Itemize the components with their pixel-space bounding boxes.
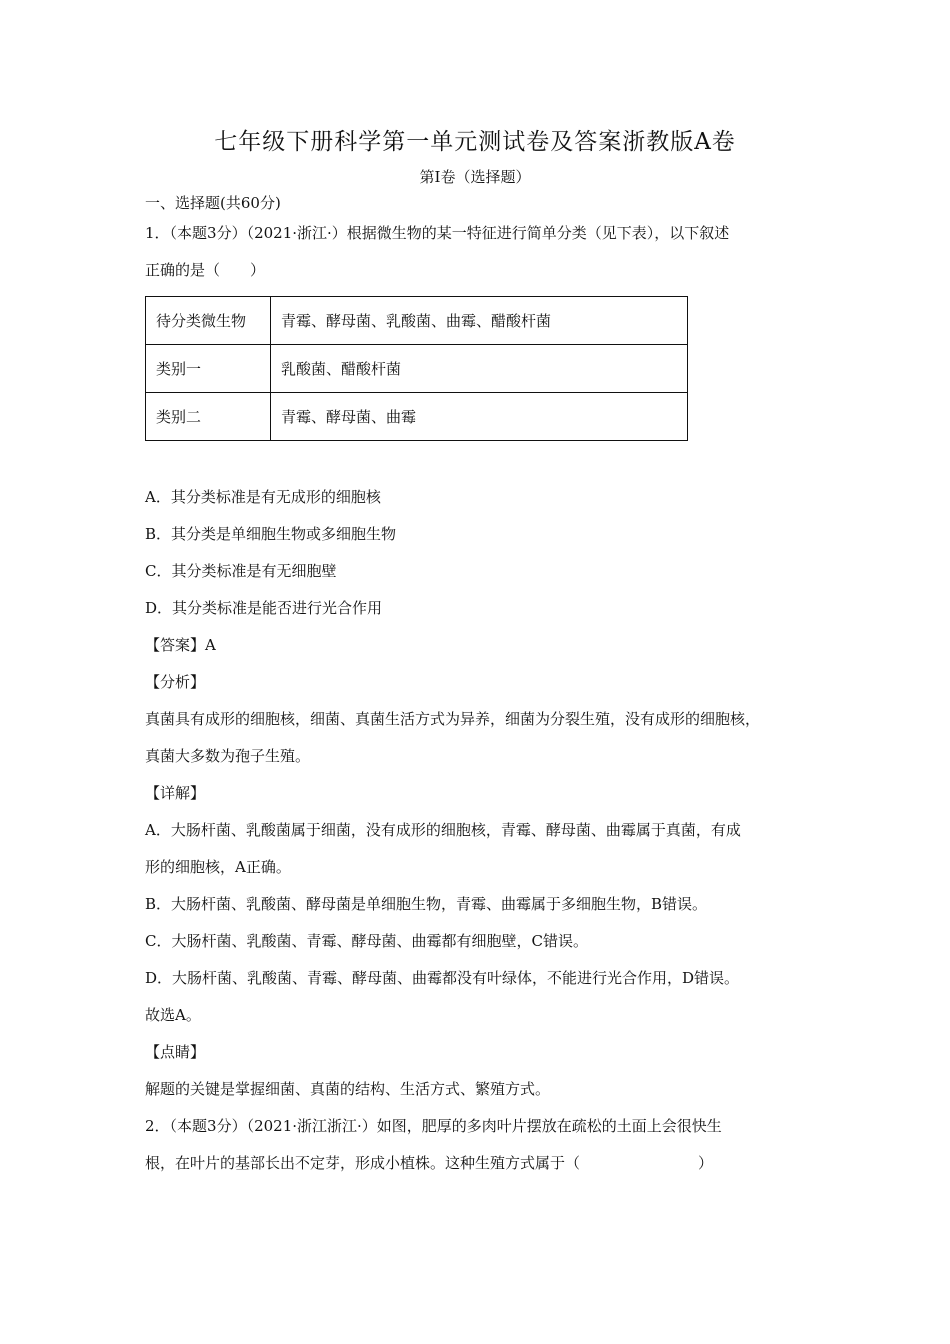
volume-subtitle: 第Ⅰ卷（选择题）: [419, 168, 531, 186]
table-row: [146, 393, 688, 441]
q1-answer: 【答案】A: [145, 636, 216, 654]
q2-stem-text: 根，在叶片的基部长出不定芽，形成小植株。这种生殖方式属于（: [145, 1154, 581, 1172]
q1-detail-b: B．大肠杆菌、乳酸菌、酵母菌是单细胞生物，青霉、曲霉属于多细胞生物，B错误。: [145, 895, 708, 913]
q1-conclusion: 故选A。: [145, 1006, 201, 1024]
document-body: [145, 191, 810, 1182]
classification-table: [145, 296, 688, 441]
q1-option-a: A．其分类标准是有无成形的细胞核: [145, 488, 381, 506]
q1-option-d: D．其分类标准是能否进行光合作用: [145, 599, 383, 617]
document-title: 七年级下册科学第一单元测试卷及答案浙教版A卷: [214, 129, 736, 155]
q2-stem-close: ）: [698, 1154, 714, 1172]
q1-detail-a-line-2: 形的细胞核，A正确。: [145, 858, 291, 876]
q1-option-c: C．其分类标准是有无细胞壁: [145, 562, 337, 580]
q1-detail-heading: 【详解】: [145, 784, 206, 802]
q1-stem-line-2: 正确的是（ ）: [145, 261, 266, 279]
q2-stem-line-2: [145, 1145, 810, 1182]
spacer: [145, 441, 810, 479]
q1-stem-line-1: 1．（本题3分）（2021·浙江·）根据微生物的某一特征进行简单分类（见下表），以下叙述: [145, 224, 730, 242]
q2-stem-line-1: 2．（本题3分）（2021·浙江浙江·）如图，肥厚的多肉叶片摆放在疏松的土面上会很快生: [145, 1117, 722, 1135]
table-cell: 青霉、酵母菌、乳酸菌、曲霉、醋酸杆菌: [271, 297, 688, 345]
table-cell: 青霉、酵母菌、曲霉: [271, 393, 688, 441]
table-row: [146, 297, 688, 345]
table-cell: 类别一: [146, 345, 271, 393]
section-heading: 一、选择题(共60分): [145, 194, 281, 212]
q1-analysis-heading: 【分析】: [145, 673, 206, 691]
table-cell: 乳酸菌、醋酸杆菌: [271, 345, 688, 393]
table-cell: 待分类微生物: [146, 297, 271, 345]
q1-detail-c: C．大肠杆菌、乳酸菌、青霉、酵母菌、曲霉都有细胞壁，C错误。: [145, 932, 588, 950]
table-row: [146, 345, 688, 393]
q1-analysis-line-2: 真菌大多数为孢子生殖。: [145, 747, 311, 765]
q1-analysis-line-1: 真菌具有成形的细胞核，细菌、真菌生活方式为异养，细菌为分裂生殖，没有成形的细胞核，: [145, 710, 761, 728]
q1-detail-a-line-1: A．大肠杆菌、乳酸菌属于细菌，没有成形的细胞核，青霉、酵母菌、曲霉属于真菌，有成: [145, 821, 741, 839]
q1-tip-text: 解题的关键是掌握细菌、真菌的结构、生活方式、繁殖方式。: [145, 1080, 551, 1098]
q1-detail-d: D．大肠杆菌、乳酸菌、青霉、酵母菌、曲霉都没有叶绿体，不能进行光合作用，D错误。: [145, 969, 740, 987]
q1-tip-heading: 【点睛】: [145, 1043, 206, 1061]
q1-option-b: B．其分类是单细胞生物或多细胞生物: [145, 525, 397, 543]
table-cell: 类别二: [146, 393, 271, 441]
